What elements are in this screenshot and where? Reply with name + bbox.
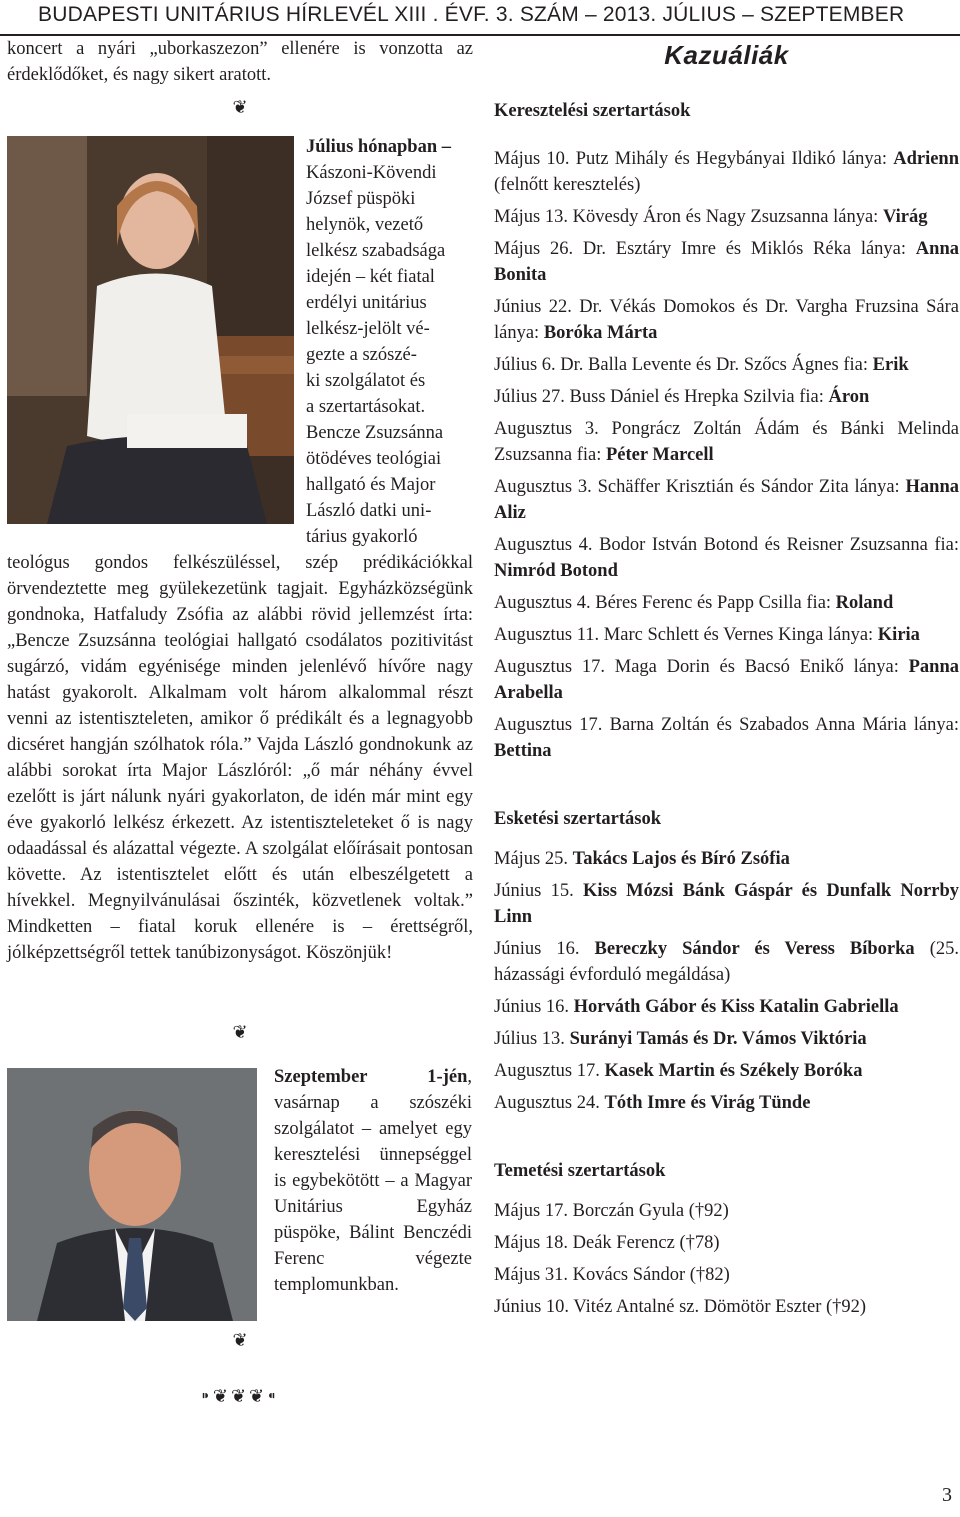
july-line: lelkész-jelölt vé- [306, 319, 430, 339]
photo-young-woman-image [7, 136, 294, 524]
wedding-entry: Augusztus 24. Tóth Imre és Virág Tünde [494, 1093, 811, 1113]
funeral-entry: Június 10. Vitéz Antalné sz. Dömötör Eszter (†92) [494, 1297, 867, 1317]
july-line: hallgató és Major [306, 475, 436, 495]
baptism-entry: Május 26. Dr. Esztáry Imre és Miklós Réka lánya: Anna Bonita [494, 239, 959, 285]
ornament-divider: ❦ [232, 1022, 248, 1042]
baptism-entry: Augusztus 11. Marc Schlett és Vernes Kinga lánya: Kiria [494, 625, 920, 645]
july-line: lelkész szabadsága [306, 241, 446, 261]
july-line: József püspöki [306, 189, 416, 209]
ornament-divider: ❦ [232, 97, 248, 117]
header-title: BUDAPESTI UNITÁRIUS HÍRLEVÉL XIII . ÉVF. 3. SZÁM – 2013. JÚLIUS – SZEPTEMBER [38, 3, 905, 26]
end-ornament: ⁍❦❦❦⁌ [200, 1386, 280, 1406]
baptism-entry: Augusztus 3. Schäffer Krisztián és Sándor Zita lánya: Hanna Aliz [494, 477, 959, 523]
baptism-list [494, 146, 959, 764]
baptism-heading: Keresztelési szertartások [494, 101, 691, 121]
section-title: Kazuáliák [664, 40, 789, 70]
page-number: 3 [942, 1484, 952, 1506]
funeral-heading: Temetési szertartások [494, 1161, 666, 1181]
july-line: ki szolgálatot és [306, 371, 426, 391]
july-line: Bencze Zsuzsánna [306, 423, 444, 443]
september-body: , vasárnap a szószéki szolgálatot – amelyet egy keresztelési ünnepséggel is egybekötött – a Magyar Unitárius Egyház püspöke, Bálint Benczédi Ferenc végezte templomunkban. [274, 1067, 472, 1295]
page-header [0, 0, 960, 36]
september-date: Szeptember 1-jén [274, 1067, 468, 1087]
july-line: tárius gyakorló [306, 527, 418, 547]
baptism-entry: Augusztus 17. Maga Dorin és Bacsó Enikő lánya: Panna Arabella [494, 657, 959, 703]
funeral-entry: Május 18. Deák Ferencz (†78) [494, 1233, 720, 1253]
baptism-entry: Július 27. Buss Dániel és Hrepka Szilvia fia: Áron [494, 387, 870, 407]
wedding-entry: Június 15. Kiss Mózsi Bánk Gáspár és Dunfalk Norrby Linn [494, 881, 959, 927]
july-paragraph-continued [7, 550, 473, 966]
wedding-entry: Június 16. Bereczky Sándor és Veress Bíborka (25. házassági évforduló megáldása) [494, 939, 959, 985]
july-line: helynök, vezető [306, 215, 424, 235]
spacer [494, 770, 959, 806]
left-column [7, 36, 473, 126]
wedding-list [494, 846, 959, 1116]
july-line: ötödéves teológiai [306, 449, 442, 469]
july-line: Kászoni-Kövendi [306, 163, 437, 183]
july-line: a szertartásokat. [306, 397, 426, 417]
wedding-entry: Július 13. Surányi Tamás és Dr. Vámos Viktória [494, 1029, 867, 1049]
baptism-entry: Augusztus 4. Béres Ferenc és Papp Csilla fia: Roland [494, 593, 894, 613]
july-line: Július hónapban – [306, 137, 452, 157]
photo-balint-benczedi-ferenc [7, 1068, 257, 1321]
baptism-entry: Június 22. Dr. Vékás Domokos és Dr. Vargha Fruzsina Sára lánya: Boróka Márta [494, 297, 959, 343]
september-paragraph [274, 1064, 472, 1298]
funeral-entry: Május 17. Borczán Gyula (†92) [494, 1201, 729, 1221]
july-paragraph-side [306, 134, 472, 550]
funeral-list [494, 1198, 959, 1320]
photo-bishop-image [7, 1068, 257, 1321]
july-text: teológus gondos felkészüléssel, szép prédikációkkal örvendeztette meg gyülekezetünk tagjait. Egyházközségünk gondnoka, Hatfaludy Zsófia az alábbi rövid jellemzést írta: „Bencze Zsuzsánna teológiai hallgató csodálatos pozitivitást sugárzó, vidám egyénisége minden jelenlévő hívőre nagy hatást gyakorolt. Alkalmam volt három alkalommal részt venni az istentiszteleten, amikor ő prédikált és a legnagyobb dicséret hangján szólhatok róla.” Vajda László gondnokunk az alábbi sorokat írta Major Lászlóról: „ő már néhány évvel ezelőtt is járt nálunk nyári gyakorlaton, de idén már mint egy éve gyakorló lelkész érkezett. Az istentiszteleteket ő is nagy odaadással és alázattal végezte. A szolgálat előírásait pontosan követte. Az istentisztelet előtt és után elbeszélgetett a hívekkel. Megnyilvánulásai őszinték, közvetlenek voltak.” Mindketten – fiatal koruk ellenére is – érettségről, jólképzettségről tettek tanúbizonyságot. Köszönjük! [7, 553, 473, 963]
right-column [494, 36, 959, 1326]
wedding-entry: Június 16. Horváth Gábor és Kiss Katalin Gabriella [494, 997, 899, 1017]
july-line: László datki uni- [306, 501, 432, 521]
baptism-entry: Augusztus 17. Barna Zoltán és Szabados Anna Mária lánya: Bettina [494, 715, 959, 761]
spacer [494, 1122, 959, 1158]
ornament-divider: ❦ [232, 1330, 248, 1350]
baptism-entry: Május 13. Kövesdy Áron és Nagy Zsuzsanna lánya: Virág [494, 207, 928, 227]
baptism-entry: Július 6. Dr. Balla Levente és Dr. Szőcs Ágnes fia: Erik [494, 355, 909, 375]
wedding-heading: Esketési szertartások [494, 809, 661, 829]
funeral-entry: Május 31. Kovács Sándor (†82) [494, 1265, 730, 1285]
baptism-entry: Augusztus 3. Pongrácz Zoltán Ádám és Bánki Melinda Zsuzsanna fia: Péter Marcell [494, 419, 959, 465]
wedding-entry: Augusztus 17. Kasek Martin és Székely Boróka [494, 1061, 863, 1081]
july-line: gezte a szószé- [306, 345, 417, 365]
september-text [274, 1064, 472, 1298]
baptism-entry: Május 10. Putz Mihály és Hegybányai Ildikó lánya: Adrienn (felnőtt keresztelés) [494, 149, 959, 195]
july-line: erdélyi unitárius [306, 293, 427, 313]
baptism-entry: Augusztus 4. Bodor István Botond és Reisner Zsuzsanna fia: Nimród Botond [494, 535, 959, 581]
july-line: idején – két fiatal [306, 267, 435, 287]
photo-bencze-zsuzsanna [7, 136, 294, 524]
intro-paragraph: koncert a nyári „uborkaszezon” ellenére is vonzotta az érdeklődőket, és nagy sikert aratott. [7, 39, 473, 85]
wedding-entry: Május 25. Takács Lajos és Bíró Zsófia [494, 849, 790, 869]
